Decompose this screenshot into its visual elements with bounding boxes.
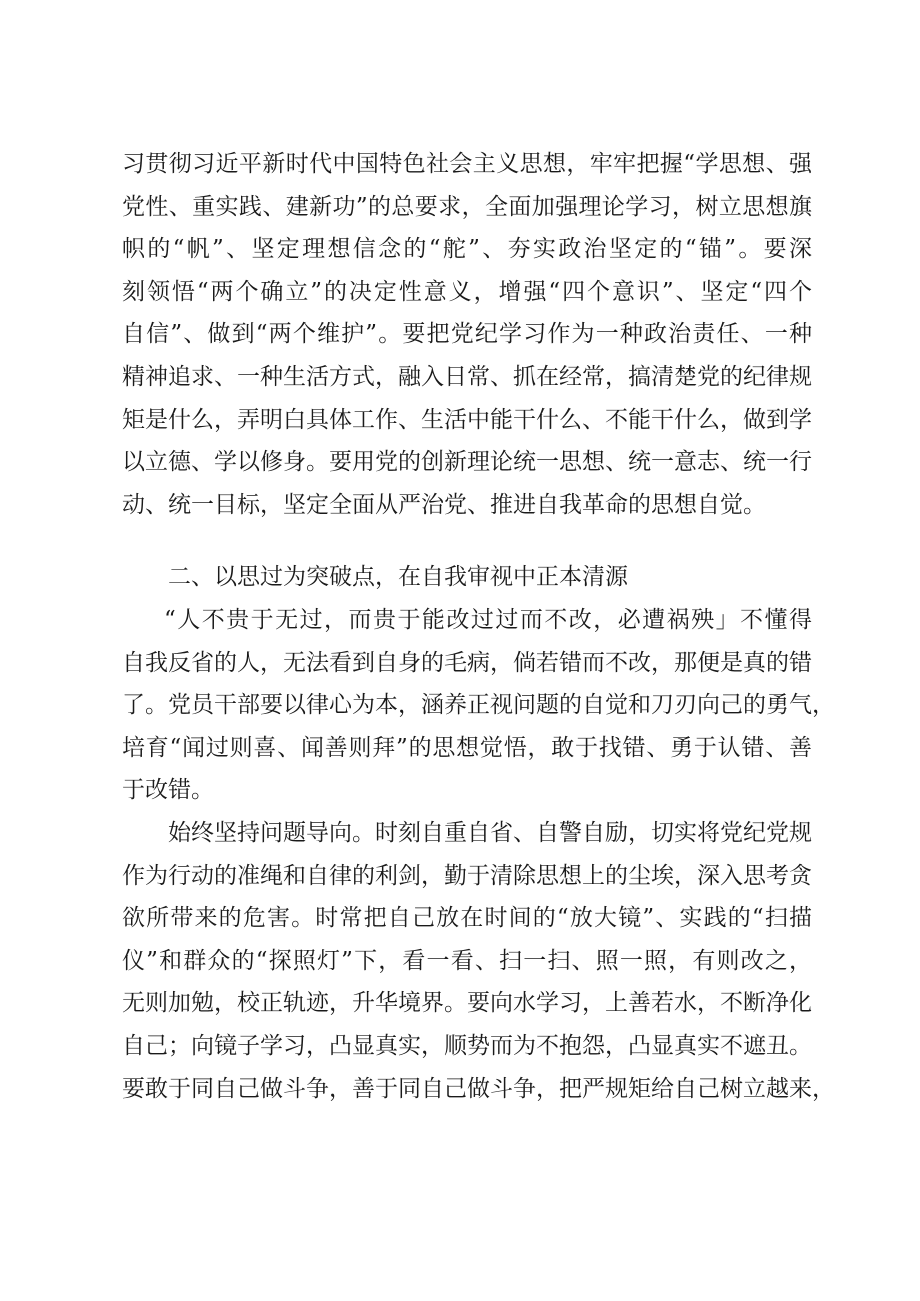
text-line: 无则加勉，校正轨迹，升华境界。要向水学习，上善若水，不断净化 [122, 990, 812, 1017]
text-line: 自我反省的人，无法看到自身的毛病，倘若错而不改，那便是真的错 [122, 649, 812, 676]
text-line: 以立德、学以修身。要用党的创新理论统一思想、统一意志、统一行 [122, 449, 812, 476]
text-line: 动、统一目标，坚定全面从严治党、推进自我革命的思想自觉。 [122, 491, 766, 518]
text-line: 精神追求、一种生活方式，融入日常、抓在经常，搞清楚党的纪律规 [122, 363, 812, 390]
text-line: 始终坚持问题导向。时刻自重自省、自警自励，切实将党纪党规 [168, 820, 812, 846]
text-line: 刻领悟“两个确立”的决定性意义，增强“四个意识”、坚定“四个 [122, 278, 812, 305]
text-line: “人不贵于无过，而贵于能改过过而不改，必遭祸殃」不懂得 [164, 607, 812, 633]
text-line: 要敢于同自己做斗争，善于同自己做斗争，把严规矩给自己树立越来， [122, 1075, 835, 1102]
text-line: 作为行动的准绳和自律的利剑，勤于清除思想上的尘埃，深入思考贪 [122, 862, 812, 889]
text-line: 了。党员干部要以律心为本，涵养正视问题的自觉和刀刃向己的勇气， [122, 692, 835, 719]
section-heading-2 [122, 556, 812, 599]
paragraph-1 [122, 143, 812, 526]
text-line: 矩是什么，弄明白具体工作、生活中能干什么、不能干什么，做到学 [122, 406, 812, 433]
text-line: 培育“闻过则喜、闻善则拜”的思想觉悟，敢于找错、勇于认错、善 [122, 734, 812, 761]
text-line: 自信”、做到“两个维护”。要把党纪学习作为一种政治责任、一种 [122, 321, 812, 348]
text-line: 自己；向镜子学习，凸显真实，顺势而为不抱怨，凸显真实不遮丑。 [122, 1032, 812, 1059]
section-heading-text: 二、以思过为突破点，在自我审视中正本清源 [168, 564, 628, 590]
text-line: 仪”和群众的“探照灯”下，看一看、扫一扫、照一照，有则改之， [122, 947, 812, 974]
paragraph-2 [122, 599, 835, 812]
text-line: 欲所带来的危害。时常把自己放在时间的“放大镜”、实践的“扫描 [122, 905, 812, 932]
text-line: 习贯彻习近平新时代中国特色社会主义思想，牢牢把握“学思想、强 [122, 151, 812, 177]
text-line: 帜的“帆”、坚定理想信念的“舵”、夯实政治坚定的“锚”。要深 [122, 236, 812, 263]
text-line: 党性、重实践、建新功”的总要求，全面加强理论学习，树立思想旗 [122, 193, 812, 220]
paragraph-3 [122, 812, 835, 1110]
text-line: 于改错。 [122, 777, 214, 804]
